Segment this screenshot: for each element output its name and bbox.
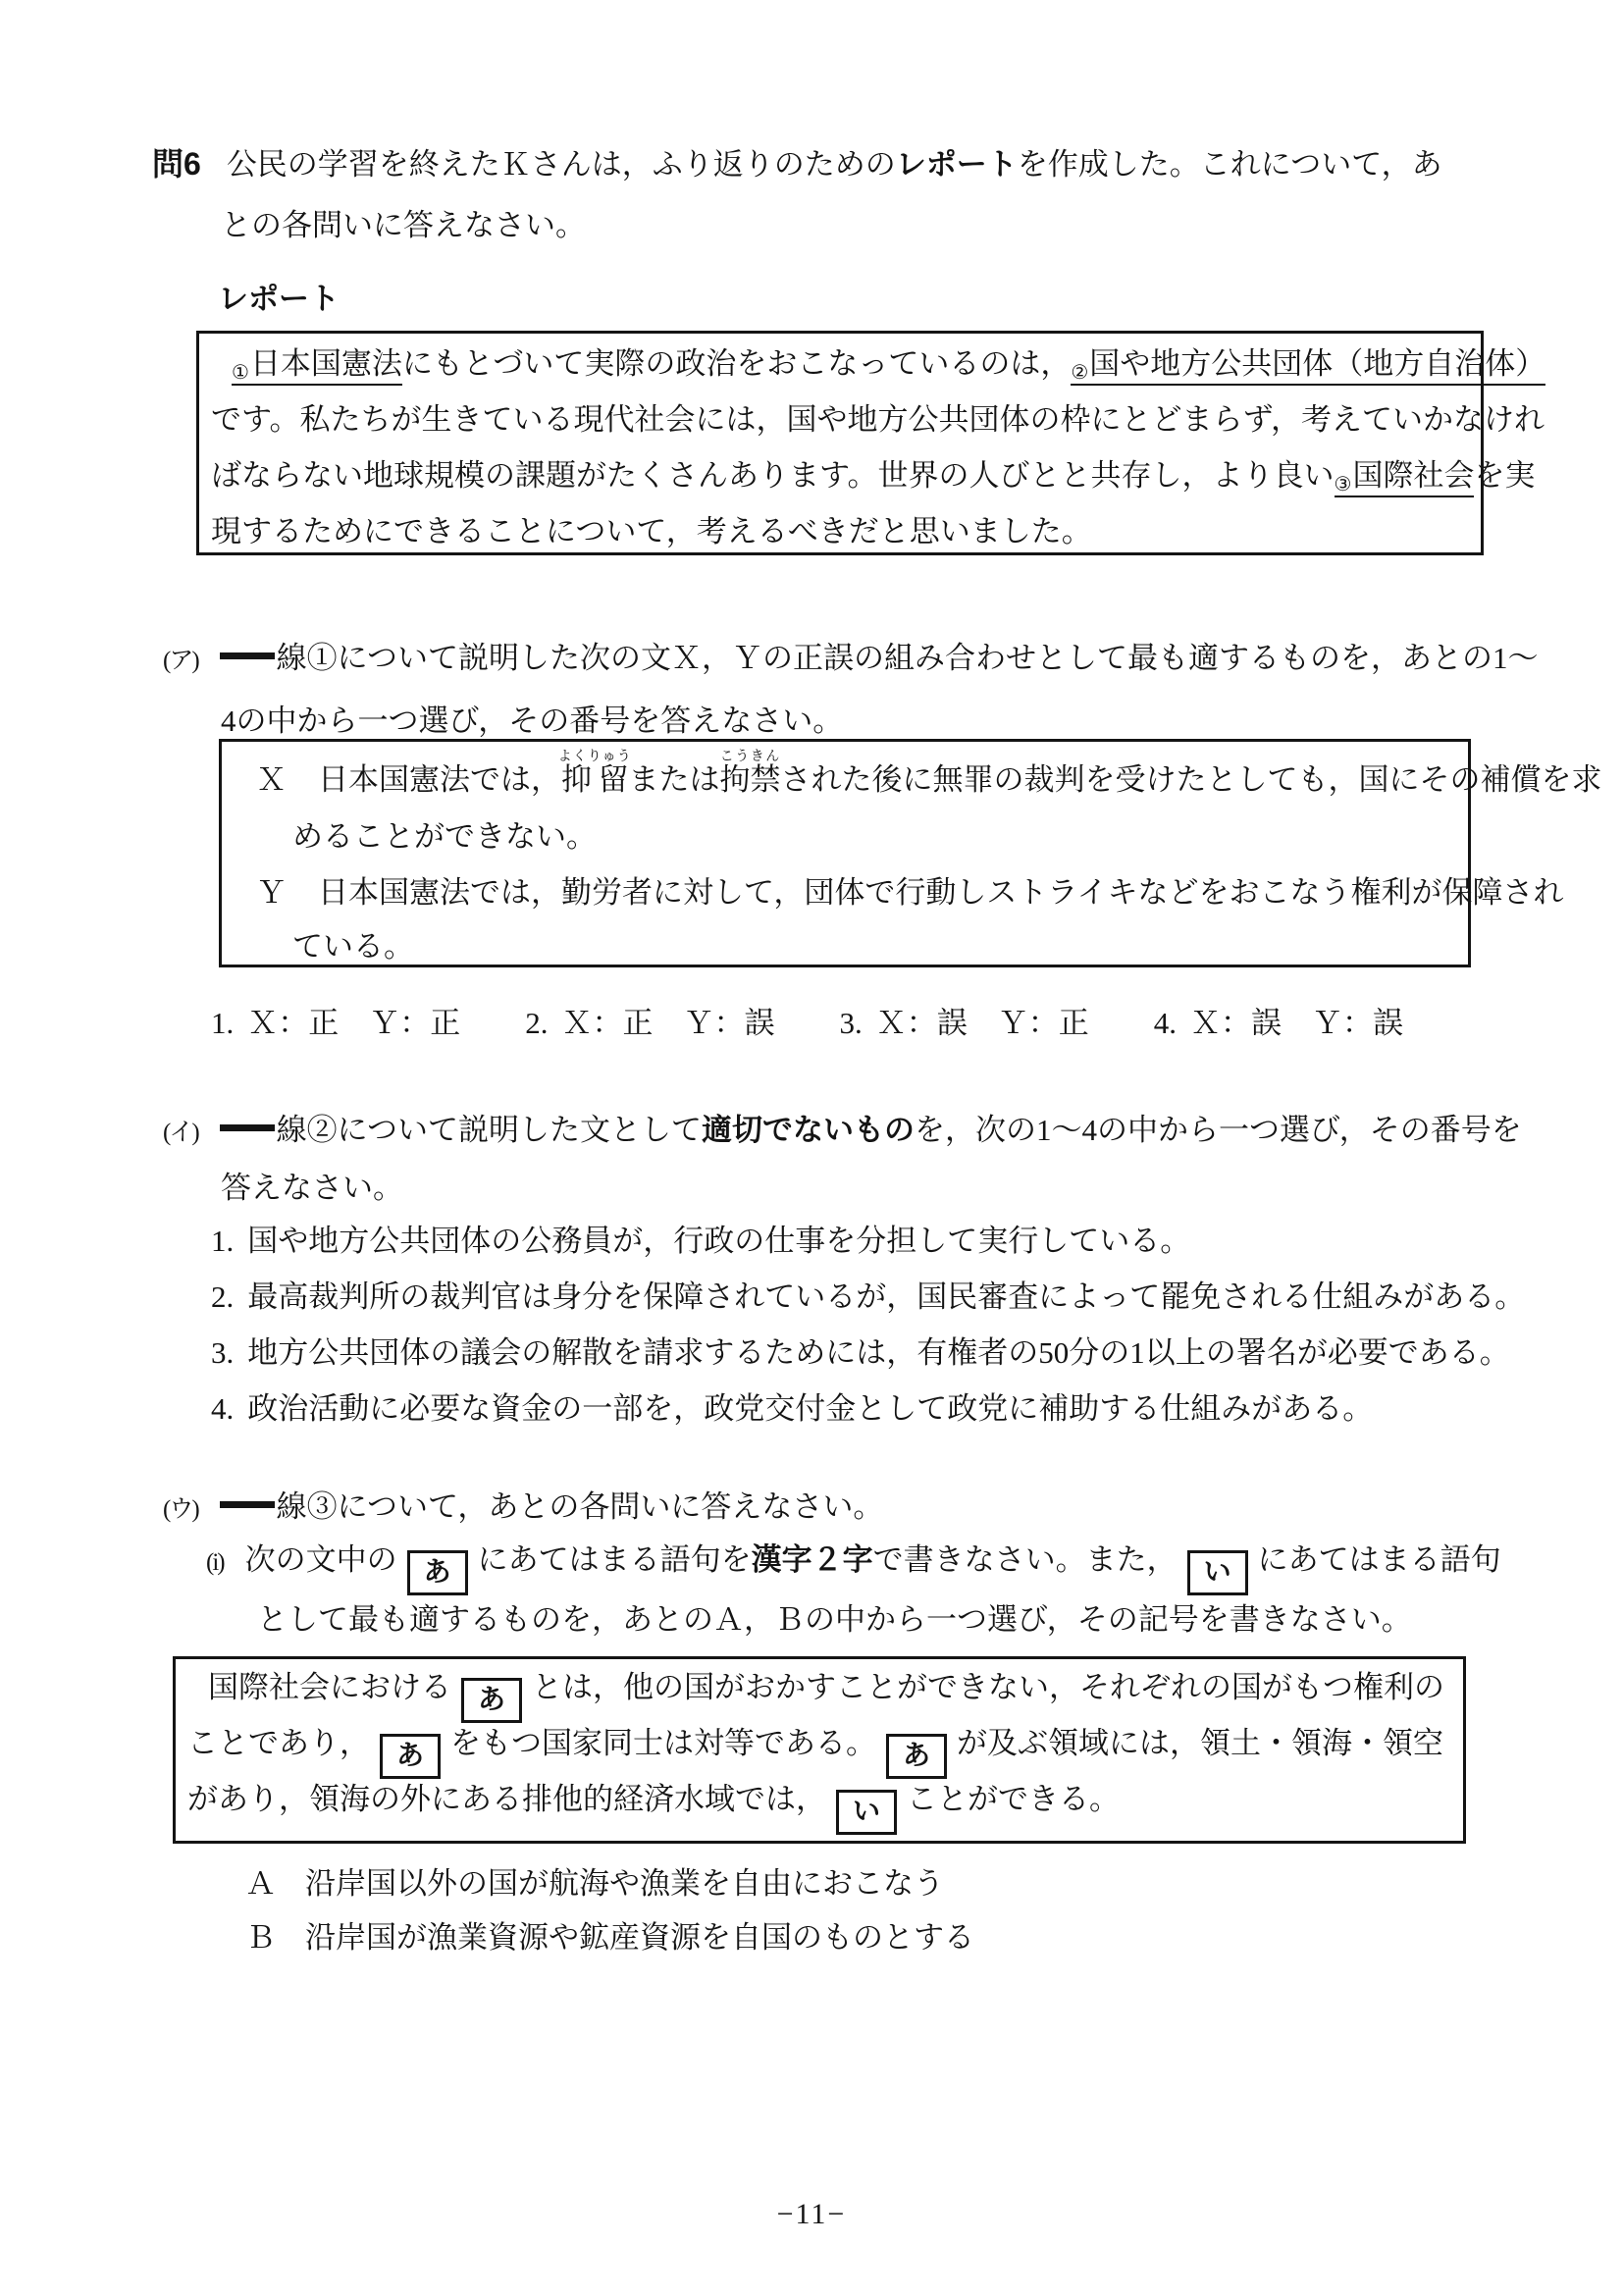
ruby-yokuryuu: 抑留よくりゅう <box>557 750 632 797</box>
statement-y-label: Ｙ <box>256 875 287 910</box>
question-b-prompt-line2: 答えなさい。 <box>221 1171 403 1205</box>
underline-1: ①日本国憲法 <box>232 346 402 384</box>
question-c-prompt: (ウ) 線③について，あとの各問いに答えなさい。 <box>163 1489 884 1524</box>
statement-x-label: Ｘ <box>256 762 287 797</box>
option-a-4: 4. Ｘ：誤 Ｙ：誤 <box>1153 1006 1403 1040</box>
report-line-4: 現するためにできることについて，考えるべきだと思いました。 <box>211 514 1092 548</box>
kanji-2ji-emphasis: 漢字２字 <box>751 1542 873 1577</box>
answer-box-a-chip: あ <box>407 1550 468 1595</box>
choice-A: Ａ 沿岸国以外の国が航海や漁業を自由におこなう <box>245 1866 944 1901</box>
marker-i: (i) <box>206 1549 224 1576</box>
passage-line-2: ことであり， あ をもつ国家同士は対等である。 あ が及ぶ領域には，領土・領海・領空 <box>187 1725 1443 1779</box>
question-a-prompt-line2: 4の中から一つ選び，その番号を答えなさい。 <box>221 704 844 738</box>
answer-box-a-chip: あ <box>461 1678 522 1723</box>
answer-box-a-chip: あ <box>380 1734 441 1779</box>
marker-a: (ア) <box>163 648 198 674</box>
answer-box-a-chip: あ <box>886 1734 947 1779</box>
option-a-1: 1. Ｘ：正 Ｙ：正 <box>211 1006 461 1040</box>
question-a-prompt: (ア) 線①について説明した次の文Ｘ，Ｙの正誤の組み合わせとして最も適するものを，あとの1～ <box>163 641 1539 675</box>
passage-line-1: 国際社会における あ とは，他の国がおかすことができない，それぞれの国がもつ権利の <box>208 1669 1444 1723</box>
option-b-1: 1. 国や地方公共団体の公務員が，行政の仕事を分担して実行している。 <box>211 1224 1191 1258</box>
answer-box-i-chip: い <box>1187 1550 1248 1595</box>
question6-intro-1c: を作成した。これについて，あ <box>1017 147 1442 182</box>
question6-intro-report-word: レポート <box>895 147 1018 182</box>
option-b-2: 2. 最高裁判所の裁判官は身分を保障されているが，国民審査によって罷免される仕組みがある。 <box>211 1279 1526 1314</box>
choice-B: Ｂ 沿岸国が漁業資源や鉱産資源を自国のものとする <box>245 1920 974 1955</box>
reference-line-icon <box>220 652 275 659</box>
option-b-4: 4. 政治活動に必要な資金の一部を，政党交付金として政党に補助する仕組みがある。 <box>211 1391 1374 1426</box>
marker-b: (イ) <box>163 1120 198 1146</box>
report-line-2: です。私たちが生きている現代社会には，国や地方公共団体の枠にとどまらず，考えていかなけれ <box>211 402 1545 437</box>
question-c-i-prompt-line2: として最も適するものを，あとのＡ，Ｂの中から一つ選び，その記号を書きなさい。 <box>257 1602 1412 1637</box>
report-line-3: ばならない地球規模の課題がたくさんあります。世界の人びとと共存し，より良い③国際社会を実 <box>211 458 1536 496</box>
question6-heading <box>152 144 1442 184</box>
page-number: −11− <box>776 2198 847 2230</box>
statement-x-line1: Ｘ 日本国憲法では，抑留よくりゅうまたは拘禁こうきんされた後に無罪の裁判を受けたとしても，国にその補償を求 <box>256 750 1602 797</box>
statement-x-line2: めることができない。 <box>292 819 597 854</box>
question-a-options <box>211 1005 1403 1043</box>
answer-box-i-chip: い <box>836 1790 897 1835</box>
report-box <box>196 331 1546 555</box>
reference-line-icon <box>220 1501 275 1508</box>
statement-xy-box <box>219 739 1602 967</box>
underline-3: ③国際社会 <box>1334 458 1475 496</box>
option-a-2: 2. Ｘ：正 Ｙ：誤 <box>525 1006 775 1040</box>
circled-2: ② <box>1071 362 1089 384</box>
passage-line-3: があり，領海の外にある排他的経済水域では， い ことができる。 <box>187 1781 1120 1835</box>
report-title: レポート <box>218 282 340 316</box>
question6-intro-1a: 公民の学習を終えたＫさんは，ふり返りのための <box>226 147 896 182</box>
statement-y-line1: Ｙ 日本国憲法では，勤労者に対して，団体で行動しストライキなどをおこなう権利が保障され <box>256 875 1564 910</box>
passage-box <box>173 1656 1466 1844</box>
option-a-3: 3. Ｘ：誤 Ｙ：正 <box>839 1006 1089 1040</box>
statement-y-line2: ている。 <box>292 929 414 964</box>
circled-3: ③ <box>1334 474 1352 496</box>
marker-c: (ウ) <box>163 1496 198 1523</box>
report-line-1: ①日本国憲法にもとづいて実際の政治をおこなっているのは，②国や地方公共団体（地方自治体） <box>232 346 1546 384</box>
question6-heading-line2: との各問いに答えなさい。 <box>221 208 586 242</box>
not-appropriate-emphasis: 適切でないもの <box>702 1113 916 1147</box>
question-b-prompt: (イ) 線②について説明した文として適切でないものを，次の1～4の中から一つ選び，その番号を <box>163 1113 1522 1147</box>
question-c-i-prompt: (i) 次の文中の あ にあてはまる語句を漢字２字で書きなさい。また， い にあてはまる語句 <box>206 1541 1501 1595</box>
underline-2: ②国や地方公共団体（地方自治体） <box>1071 346 1546 384</box>
option-b-3: 3. 地方公共団体の議会の解散を請求するためには，有権者の50分の1以上の署名が必要である。 <box>211 1335 1510 1370</box>
ruby-koukin: 拘禁こうきん <box>719 750 781 797</box>
circled-1: ① <box>232 362 249 384</box>
question6-label: 問6 <box>152 146 201 182</box>
reference-line-icon <box>220 1124 275 1131</box>
